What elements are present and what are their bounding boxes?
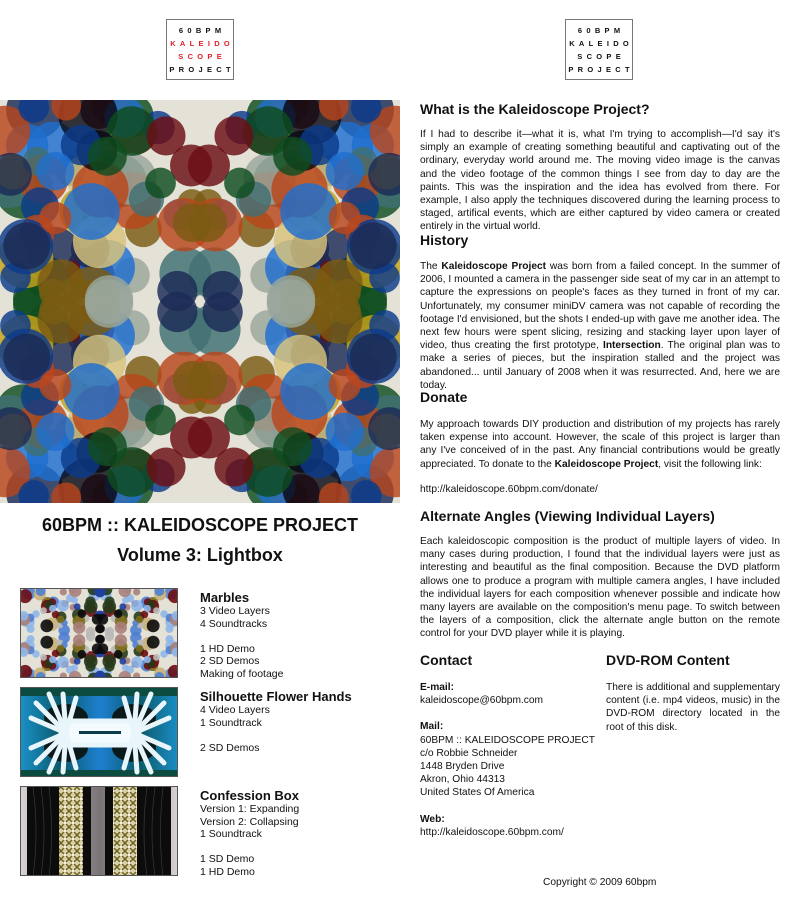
program-detail: Version 2: Collapsing bbox=[200, 815, 299, 828]
logo-line: SCOPE bbox=[178, 51, 227, 61]
marble-shape bbox=[273, 137, 312, 176]
marble-shape bbox=[78, 609, 86, 617]
marble-shape bbox=[63, 363, 120, 420]
marble-shape bbox=[153, 607, 160, 614]
marble-shape bbox=[214, 116, 253, 155]
program-detail: Making of footage bbox=[200, 667, 284, 680]
program-detail: 1 HD Demo bbox=[200, 865, 255, 878]
marble-shape bbox=[147, 636, 160, 649]
program-name: Marbles bbox=[200, 590, 250, 605]
marble-shape bbox=[3, 222, 50, 269]
marble-shape bbox=[153, 654, 160, 661]
contact-details bbox=[420, 681, 600, 839]
paragraph bbox=[420, 418, 780, 471]
marble-shape bbox=[97, 643, 108, 654]
address-line: 60BPM :: KALEIDOSCOPE PROJECT bbox=[420, 734, 595, 746]
program-detail: 2 SD Demos bbox=[200, 741, 260, 754]
program-detail: 4 Soundtracks bbox=[200, 617, 268, 630]
marble-shape bbox=[57, 645, 64, 652]
marbles-thumbnail bbox=[20, 588, 178, 678]
marble-shape bbox=[74, 603, 81, 610]
marble-shape bbox=[36, 413, 74, 451]
marble-shape bbox=[73, 622, 85, 634]
heading: Contact bbox=[420, 652, 473, 668]
heading: History bbox=[420, 232, 469, 248]
logo-line: KALEIDO bbox=[170, 38, 235, 48]
marble-shape bbox=[136, 616, 143, 623]
bold-project-name: Kaleidoscope Project bbox=[554, 458, 659, 470]
marble-shape bbox=[57, 600, 69, 612]
program-detail: 1 Soundtrack bbox=[200, 716, 262, 729]
marble-shape bbox=[326, 413, 364, 451]
logo-60bpm-kaleidoscope bbox=[166, 19, 234, 80]
marble-shape bbox=[40, 636, 53, 649]
logo-line: PROJECT bbox=[169, 64, 235, 74]
program-detail: 4 Video Layers bbox=[200, 704, 270, 716]
address-line: Akron, Ohio 44313 bbox=[420, 774, 505, 786]
logo-line: 60BPM bbox=[577, 25, 625, 35]
silhouette-flower-hands-thumbnail bbox=[20, 687, 178, 777]
web-link[interactable]: http://kaleidoscope.60bpm.com/ bbox=[420, 826, 564, 838]
marble-shape bbox=[39, 202, 71, 234]
confession-box-thumbnail bbox=[20, 786, 178, 876]
email-label: E-mail: bbox=[420, 682, 454, 693]
marble-shape bbox=[273, 427, 312, 466]
program-detail: 1 Soundtrack bbox=[200, 828, 262, 841]
marble-shape bbox=[85, 279, 133, 327]
section-angles-heading bbox=[420, 508, 780, 525]
marble-shape bbox=[39, 369, 71, 401]
marble-shape bbox=[85, 596, 95, 606]
marble-shape bbox=[350, 222, 397, 269]
heading: Donate bbox=[420, 389, 468, 405]
logo-line: KALEIDO bbox=[569, 38, 634, 48]
marble-shape bbox=[49, 656, 56, 663]
marble-shape bbox=[188, 203, 227, 242]
address-line: 1448 Bryden Drive bbox=[420, 761, 505, 773]
marble-shape bbox=[267, 279, 315, 327]
program-detail: 1 HD Demo bbox=[200, 642, 255, 655]
marble-shape bbox=[280, 363, 337, 420]
mail-label: Mail: bbox=[420, 721, 444, 733]
marble-shape bbox=[214, 448, 253, 487]
copyright: Copyright © 2009 60bpm bbox=[543, 877, 657, 888]
marble-shape bbox=[119, 603, 126, 610]
text: My approach towards DIY production and distribution of my projects has rarely taken expense into account. However, the scale of this project is larger than any I've conceived of in the past. Any financial contributions would be greatly appreciated. To donate to the bbox=[420, 419, 780, 470]
marble-shape bbox=[40, 619, 53, 632]
marble-shape bbox=[3, 334, 50, 381]
program-detail: 1 SD Demo bbox=[200, 853, 255, 866]
text: , visit the following link: bbox=[658, 458, 762, 470]
section-what-heading bbox=[420, 101, 780, 118]
marble-shape bbox=[114, 609, 122, 617]
marble-shape bbox=[136, 645, 143, 652]
paragraph: Each kaleidoscopic composition is the product of multiple layers of video. In many cases during production, I found that the individual layers were just as interesting and beautiful as the final composition. Because the DVD platform allows one to produce a program with multiple camera angles, I have included the individual layers for each composition whenever possible and indicate how many layers are available on the composition's menu page. To switch between the layers of a composition, click the alternate angle button on the remote control for your DVD player while it is playing. bbox=[420, 536, 780, 640]
marble-shape bbox=[97, 614, 108, 625]
text: The bbox=[420, 261, 442, 272]
logo-line: SCOPE bbox=[577, 51, 626, 61]
marble-shape bbox=[147, 619, 160, 632]
marble-shape bbox=[85, 661, 95, 671]
marble-shape bbox=[329, 202, 361, 234]
heading: DVD-ROM Content bbox=[606, 652, 730, 668]
marble-shape bbox=[157, 292, 197, 332]
marble-shape bbox=[49, 605, 56, 612]
marble-shape bbox=[74, 658, 81, 665]
program-name: Silhouette Flower Hands bbox=[200, 689, 352, 704]
marble-shape bbox=[88, 137, 127, 176]
section-history-body bbox=[420, 260, 780, 392]
section-what-body bbox=[420, 128, 780, 234]
text: . The original plan was to make a series of pieces, but the inspiration stalled and the project was abandoned... until January of 2008 when it was resurrected. And, here we are today. bbox=[420, 340, 780, 391]
program-detail: Version 1: Expanding bbox=[200, 803, 300, 815]
paragraph bbox=[420, 260, 780, 392]
marble-shape bbox=[131, 656, 143, 668]
web-label: Web: bbox=[420, 813, 445, 825]
marble-shape bbox=[115, 634, 127, 646]
marble-shape bbox=[144, 605, 151, 612]
marble-shape bbox=[188, 361, 227, 400]
kaleidoscope-hero-image bbox=[0, 100, 400, 503]
marble-shape bbox=[40, 654, 47, 661]
marble-shape bbox=[105, 632, 115, 642]
heading: What is the Kaleidoscope Project? bbox=[420, 101, 650, 117]
program-item-silhouette-flower-hands bbox=[200, 689, 352, 754]
address-line: United States Of America bbox=[420, 787, 535, 799]
marble-shape bbox=[57, 656, 69, 668]
marble-shape bbox=[88, 427, 127, 466]
marble-shape bbox=[73, 634, 85, 646]
marble-shape bbox=[119, 658, 126, 665]
section-donate-body bbox=[420, 418, 780, 471]
marble-shape bbox=[96, 624, 105, 633]
section-angles-body bbox=[420, 535, 780, 641]
marble-shape bbox=[131, 600, 143, 612]
marble-shape bbox=[280, 183, 337, 240]
marble-shape bbox=[329, 369, 361, 401]
heading: Alternate Angles (Viewing Individual Layers) bbox=[420, 508, 715, 524]
marble-shape bbox=[78, 650, 86, 658]
donate-link[interactable]: http://kaleidoscope.60bpm.com/donate/ bbox=[420, 484, 598, 495]
marble-shape bbox=[224, 168, 255, 199]
bold-project-name: Kaleidoscope Project bbox=[441, 261, 547, 272]
program-detail: 2 SD Demos bbox=[200, 655, 260, 668]
dvdrom-description: There is additional and supplementary content (i.e. mp4 videos, music) in the DVD-ROM directory located in the root of this disk. bbox=[606, 682, 780, 733]
section-history-heading bbox=[420, 232, 780, 249]
email-link[interactable]: kaleidoscope@60bpm.com bbox=[420, 695, 544, 707]
marble-shape bbox=[86, 632, 96, 642]
text: was born from a failed concept. In the summer of 2006, I mounted a camera in the passenger side seat of my car in an attempt to capture the expressions on people's faces as they turned in front of my car. Unfortunately, my consumer miniDV camera was not capable of recording the footage I'd envisioned, but the shots I ended-up with gave me another idea. The next few hours were spent slicing, resizing and stacking layer upon layer of video, thus creating the first prototype, bbox=[420, 261, 780, 352]
logo-line: PROJECT bbox=[568, 64, 634, 74]
marble-shape bbox=[104, 596, 114, 606]
marble-shape bbox=[147, 448, 186, 487]
marble-shape bbox=[40, 607, 47, 614]
marble-shape bbox=[326, 152, 364, 190]
marble-shape bbox=[114, 650, 122, 658]
marble-shape bbox=[145, 405, 176, 436]
marble-shape bbox=[36, 152, 74, 190]
bold-intersection: Intersection bbox=[602, 340, 661, 352]
paragraph: If I had to describe it—what it is, what I'm trying to accomplish—I'd say it's simply an example of creating something beautiful and captivating out of the ordinary, everyday world around me. The moving video image is the canvas and the video footage of the common things I see from day to day are the paints. This was the inspiration and the idea has evolved from there. For example, I also apply the techniques discovered during the learning process to staged, artifical events, which are either captured by video camera or created entirely in the virtual world. bbox=[420, 129, 780, 233]
marble-shape bbox=[147, 116, 186, 155]
marble-shape bbox=[104, 661, 114, 671]
section-contact-heading bbox=[420, 652, 472, 669]
marble-shape bbox=[203, 292, 243, 332]
program-item-marbles bbox=[200, 590, 283, 681]
marble-shape bbox=[144, 656, 151, 663]
marble-shape bbox=[350, 334, 397, 381]
marble-shape bbox=[96, 635, 105, 644]
logo-line: 60BPM bbox=[178, 25, 226, 35]
marble-shape bbox=[57, 616, 64, 623]
program-detail: 3 Video Layers bbox=[200, 605, 270, 617]
logo-60bpm-kaleidoscope-mono bbox=[565, 19, 633, 80]
marble-shape bbox=[63, 183, 120, 240]
address-line: c/o Robbie Schneider bbox=[420, 747, 518, 759]
program-name: Confession Box bbox=[200, 788, 299, 803]
program-item-confession-box bbox=[200, 788, 299, 879]
section-donate-heading bbox=[420, 389, 780, 406]
marble-shape bbox=[224, 405, 255, 436]
marble-shape bbox=[115, 622, 127, 634]
marble-shape bbox=[145, 168, 176, 199]
section-dvdrom-heading bbox=[606, 652, 730, 669]
volume-title: Volume 3: Lightbox bbox=[117, 545, 283, 565]
disc-title: 60BPM :: KALEIDOSCOPE PROJECT bbox=[41, 515, 359, 535]
